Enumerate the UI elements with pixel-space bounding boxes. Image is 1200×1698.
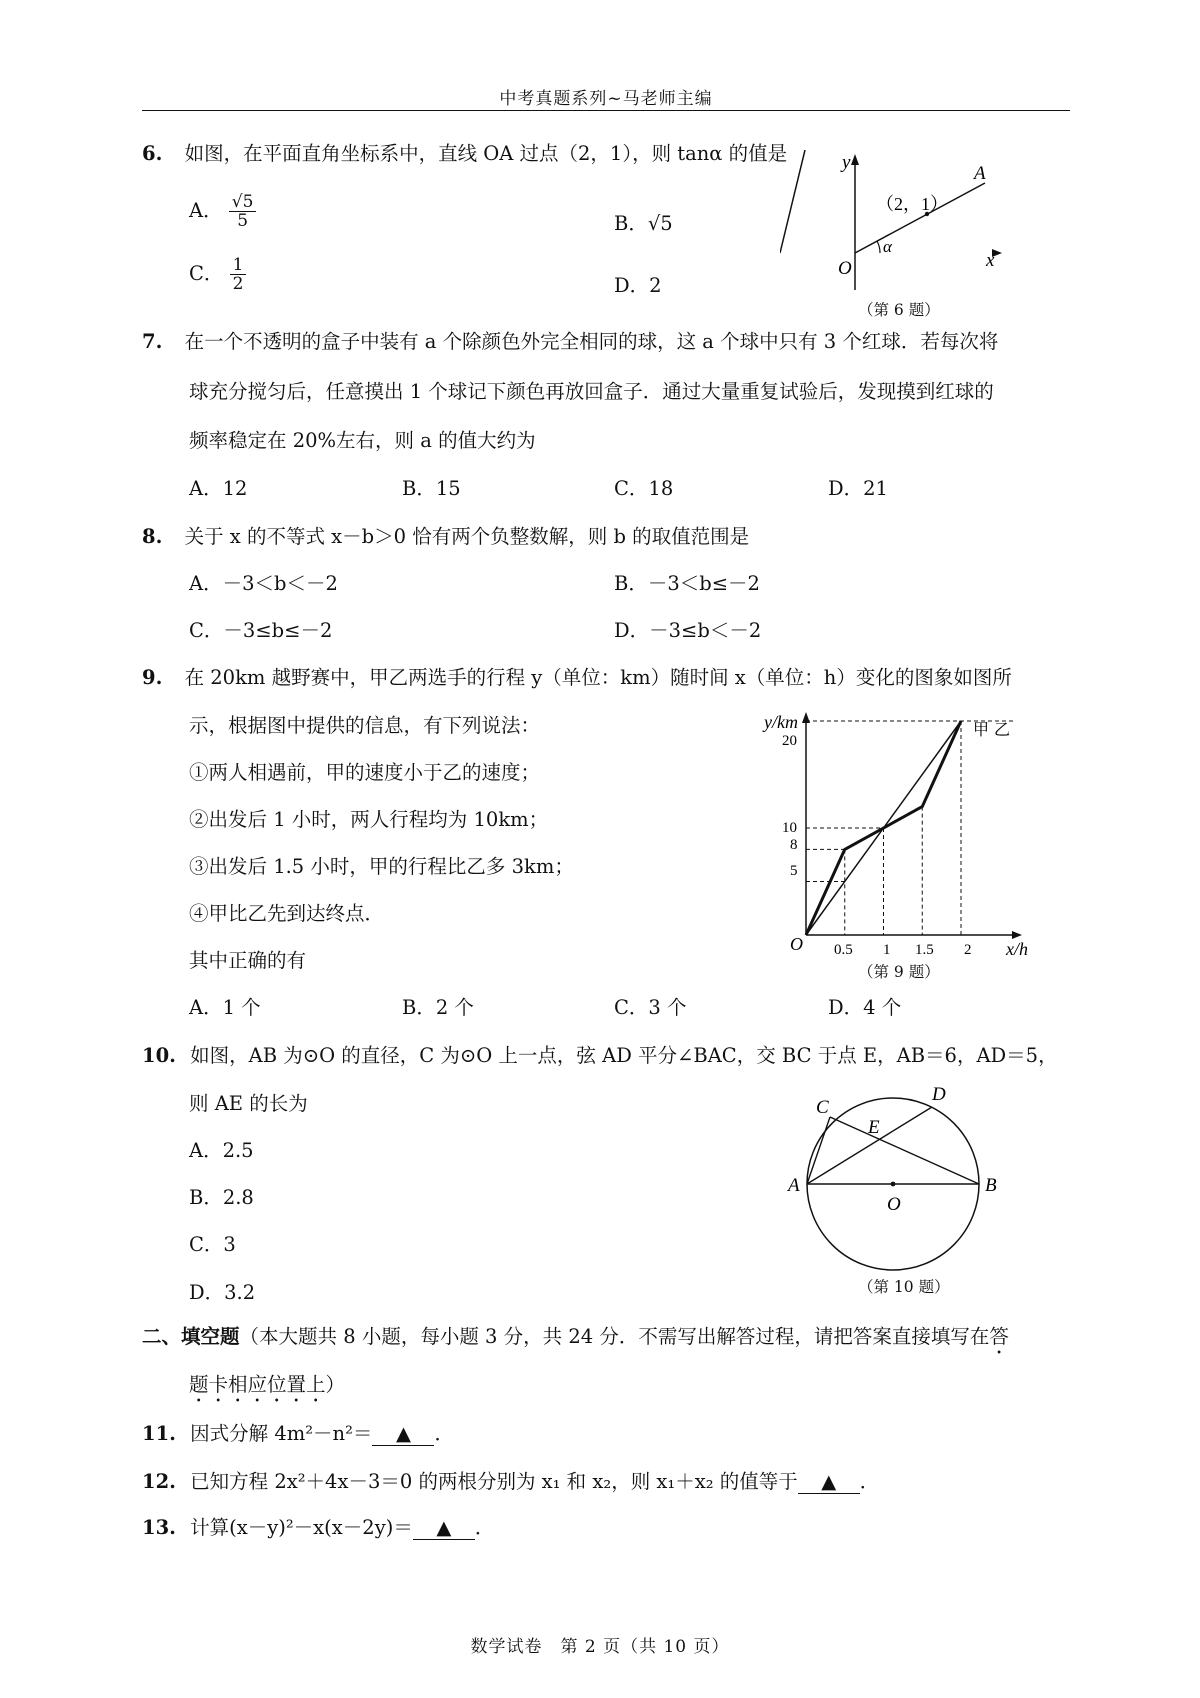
- series-yi-label: 乙: [994, 722, 1011, 739]
- question-line: 频率稳定在 20%左右，则 a 的值大约为: [189, 429, 536, 452]
- question-line: 示，根据图中提供的信息，有下列说法：: [189, 714, 541, 737]
- point-d-label: D: [932, 1084, 946, 1105]
- answer-blank: ▲: [372, 1423, 434, 1446]
- series-jia-label: 甲: [973, 722, 990, 739]
- option-b: B．－3＜b≤－2: [614, 572, 760, 595]
- y-tick-label: 5: [790, 863, 798, 879]
- x-axis-label: x/h: [1006, 939, 1028, 959]
- origin-label: O: [838, 258, 852, 279]
- fraction: $\frac{1}{2}$: [230, 256, 247, 293]
- question-line: 球充分搅匀后，任意摸出 1 个球记下颜色再放回盒子．通过大量重复试验后，发现摸到红球的: [189, 380, 994, 403]
- question-line: 如图，AB 为⊙O 的直径，C 为⊙O 上一点，弦 AD 平分∠BAC，交 BC 于点 E，AB＝6，AD＝5，: [190, 1044, 1058, 1067]
- option-a: A． $\frac{√5}{5}$: [189, 193, 256, 230]
- question-6: [142, 140, 787, 168]
- question-line: 在 20km 越野赛中，甲乙两选手的行程 y（单位：km）随时间 x（单位：h）变化的图象如图所: [184, 666, 1012, 689]
- figure-q9-distance-time-chart: [760, 708, 1060, 960]
- option-a: A．1 个: [189, 996, 261, 1019]
- option-a: A．2.5: [189, 1139, 254, 1162]
- question-8: [142, 523, 749, 551]
- answer-blank: ▲: [413, 1517, 475, 1540]
- question-number: 6.: [142, 142, 163, 165]
- option-c: C． $\frac{1}{2}$: [189, 256, 246, 293]
- y-axis-label: y/km: [764, 712, 798, 732]
- option-b: B．15: [402, 477, 461, 500]
- point-e-label: E: [868, 1117, 880, 1138]
- option-c: C．3: [189, 1233, 236, 1256]
- point-a-label: A: [788, 1175, 800, 1196]
- statement-3: ③出发后 1.5 小时，甲的行程比乙多 3km；: [189, 855, 574, 878]
- statement-2: ②出发后 1 小时，两人行程均为 10km；: [189, 808, 549, 831]
- option-b: B．2 个: [402, 996, 474, 1019]
- y-tick-label: 8: [790, 837, 798, 853]
- y-tick-label: 20: [782, 733, 797, 749]
- question-number: 12.: [142, 1470, 176, 1493]
- center-point: [891, 1182, 896, 1187]
- page-header: 中考真题系列~马老师主编: [499, 89, 713, 109]
- option-a: A．－3＜b＜－2: [189, 572, 338, 595]
- x-tick-label: 0.5: [834, 942, 853, 958]
- point-a-label: A: [974, 163, 986, 184]
- figure-q6-coordinate-plane: [780, 150, 1020, 300]
- figure-caption-q6: （第 6 题）: [858, 301, 940, 319]
- question-9: [142, 664, 1012, 692]
- answer-blank: ▲: [798, 1471, 860, 1494]
- y-tick-label: 10: [782, 820, 797, 836]
- x-tick-label: 1: [883, 942, 891, 958]
- page-footer: 数学试卷 第 2 页（共 10 页）: [470, 1637, 730, 1657]
- question-line: 则 AE 的长为: [189, 1092, 308, 1115]
- point-o-label: O: [887, 1194, 901, 1215]
- question-13: 13. 计算(x－y)²－x(x－2y)＝ ▲ ．: [142, 1514, 494, 1542]
- option-c: C．3 个: [614, 996, 687, 1019]
- figure-caption-q9: （第 9 题）: [858, 963, 940, 981]
- question-number: 10.: [142, 1044, 176, 1067]
- question-7: [142, 328, 998, 356]
- option-d: D．4 个: [828, 996, 902, 1019]
- figure-caption-q10: （第 10 题）: [858, 1278, 950, 1296]
- option-b: B．2.8: [189, 1186, 254, 1209]
- option-d: D．21: [828, 477, 888, 500]
- question-number: 7.: [142, 330, 163, 353]
- option-c: C．18: [614, 477, 674, 500]
- section-2-instructions-line2: 题卡相应位置上）: [189, 1373, 346, 1396]
- question-stem: 如图，在平面直角坐标系中，直线 OA 过点（2，1），则 tanα 的值是: [184, 142, 788, 165]
- option-d: D．－3≤b＜－2: [614, 619, 762, 642]
- statement-1: ①两人相遇前，甲的速度小于乙的速度；: [189, 761, 541, 784]
- question-number: 11.: [142, 1422, 176, 1445]
- section-title: 二、填空题: [142, 1325, 240, 1348]
- question-number: 8.: [142, 525, 163, 548]
- header-rule: [142, 110, 1070, 111]
- question-number: 9.: [142, 666, 163, 689]
- point-coordinate-label: （2，1）: [876, 194, 948, 214]
- statement-4: ④甲比乙先到达终点．: [189, 902, 385, 925]
- question-stem: 关于 x 的不等式 x－b＞0 恰有两个负整数解，则 b 的取值范围是: [184, 525, 750, 548]
- axis-x-label: x: [986, 250, 995, 271]
- figure-q10-circle: [780, 1075, 1020, 1300]
- option-c: C．－3≤b≤－2: [189, 619, 333, 642]
- origin-label: O: [790, 934, 803, 954]
- question-12: 12. 已知方程 2x²＋4x－3＝0 的两根分别为 x₁ 和 x₂，则 x₁＋x₂ 的值等于 ▲ ．: [142, 1468, 879, 1496]
- question-line: 在一个不透明的盒子中装有 a 个除颜色外完全相同的球，这 a 个球中只有 3 个红球．若每次将: [184, 330, 999, 353]
- x-tick-label: 2: [964, 942, 972, 958]
- angle-alpha-label: α: [883, 237, 892, 256]
- option-d: D．2: [614, 274, 662, 297]
- question-11: 11. 因式分解 4m²－n²＝ ▲ ．: [142, 1420, 454, 1448]
- point-b-label: B: [985, 1175, 997, 1196]
- question-number: 13.: [142, 1516, 176, 1539]
- point-c-label: C: [816, 1097, 829, 1118]
- x-tick-label: 1.5: [915, 942, 934, 958]
- section-2-instructions: 二、填空题（本大题共 8 小题，每小题 3 分，共 24 分．不需写出解答过程，请把答案直接填写在答: [142, 1325, 1009, 1348]
- question-10: [142, 1042, 1058, 1070]
- option-d: D．3.2: [189, 1281, 256, 1304]
- question-line: 其中正确的有: [189, 949, 307, 972]
- option-b: B．√5: [614, 212, 673, 235]
- option-a: A．12: [189, 477, 248, 500]
- chord-ac: [807, 1117, 830, 1184]
- fraction: $\frac{√5}{5}$: [229, 193, 257, 230]
- axis-y-label: y: [842, 152, 851, 173]
